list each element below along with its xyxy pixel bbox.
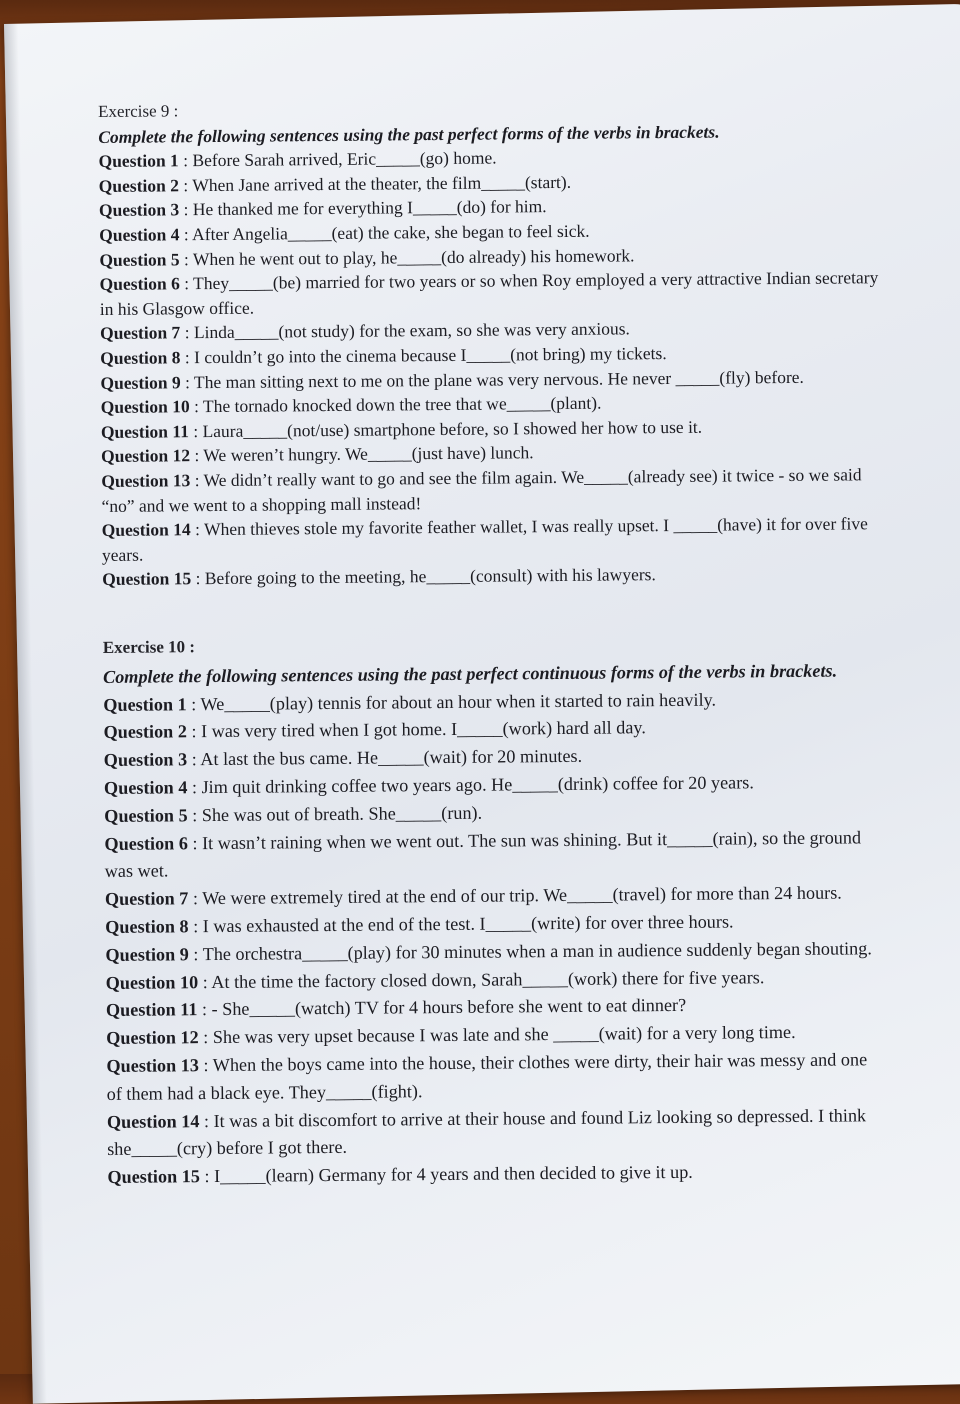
question-text-before: We were extremely tired at the end of our trip. We bbox=[202, 885, 568, 909]
exercise-title: Exercise 10 : bbox=[102, 637, 196, 657]
answer-blank[interactable]: _____ bbox=[224, 693, 270, 714]
answer-blank[interactable]: _____ bbox=[234, 321, 279, 343]
question-label: Question 2 bbox=[98, 175, 180, 196]
question-label: Question 8 bbox=[100, 347, 181, 368]
question-separator: : bbox=[188, 916, 203, 937]
question-label: Question 13 bbox=[101, 470, 191, 491]
answer-blank[interactable]: _____ bbox=[481, 172, 525, 193]
answer-blank[interactable]: _____ bbox=[506, 393, 551, 414]
question-text-before: When the boys came into the house, their clothes were dirty, their hair was messy and one of them had a black eye. They bbox=[106, 1049, 868, 1104]
question-text-after: (not study) for the exam, so she was very anxious. bbox=[278, 318, 630, 342]
question-item bbox=[107, 1102, 887, 1164]
question-separator: : bbox=[180, 371, 195, 392]
question-text-before: When he went out to play, he bbox=[192, 246, 398, 269]
answer-blank[interactable]: _____ bbox=[243, 420, 288, 441]
question-text-before: I was very tired when I got home. I bbox=[200, 719, 458, 742]
question-separator: : bbox=[186, 721, 202, 742]
question-text-before: At last the bus came. He bbox=[200, 747, 379, 770]
question-text-after: (go) home. bbox=[419, 147, 497, 169]
question-label: Question 10 bbox=[100, 396, 190, 418]
exercise-9 bbox=[98, 93, 882, 592]
question-text-after: (travel) for more than 24 hours. bbox=[612, 882, 842, 905]
question-label: Question 2 bbox=[103, 721, 187, 743]
question-separator: : bbox=[179, 199, 193, 220]
question-text-before: It was a bit discomfort to arrive at their house and found Liz looking so depressed. I think she bbox=[107, 1104, 867, 1160]
question-text-before: She was very upset because I was late and she bbox=[212, 1024, 554, 1048]
question-label: Question 14 bbox=[101, 519, 191, 541]
question-separator: : bbox=[187, 777, 202, 798]
answer-blank[interactable]: _____ bbox=[666, 828, 713, 849]
question-label: Question 9 bbox=[100, 371, 181, 393]
question-list bbox=[98, 142, 882, 591]
question-text-after: (write) for over three hours. bbox=[530, 911, 734, 934]
question-separator: : bbox=[199, 1110, 214, 1131]
question-text-before: Linda bbox=[193, 322, 235, 343]
question-text-before: At the time the factory closed down, Sarah bbox=[211, 968, 523, 992]
question-text-after: (just have) lunch. bbox=[411, 442, 534, 464]
question-label: Question 5 bbox=[104, 805, 188, 826]
question-text-after: (drink) coffee for 20 years. bbox=[557, 772, 754, 795]
question-separator: : bbox=[187, 749, 201, 770]
question-label: Question 14 bbox=[106, 1110, 200, 1132]
question-separator: : bbox=[198, 971, 212, 992]
answer-blank[interactable]: _____ bbox=[457, 718, 503, 740]
question-label: Question 11 bbox=[105, 999, 198, 1021]
question-text-before: She was out of breath. She bbox=[201, 803, 396, 825]
question-separator: : bbox=[179, 273, 194, 294]
answer-blank[interactable]: _____ bbox=[367, 443, 412, 464]
answer-blank[interactable]: _____ bbox=[485, 913, 532, 934]
question-separator: : bbox=[179, 248, 194, 269]
question-separator: : bbox=[180, 347, 195, 368]
question-separator: : bbox=[178, 174, 193, 196]
question-text-after: (have) it for over five years. bbox=[101, 513, 868, 565]
question-text-before: After Angelia bbox=[191, 223, 288, 245]
question-label: Question 4 bbox=[99, 224, 180, 245]
question-text-after: (wait) for 20 minutes. bbox=[423, 746, 583, 768]
answer-blank[interactable]: _____ bbox=[249, 998, 296, 1020]
question-separator: : bbox=[198, 1055, 213, 1076]
question-text-after: (fly) before. bbox=[719, 366, 804, 388]
answer-blank[interactable]: _____ bbox=[375, 148, 420, 169]
question-separator: : bbox=[180, 322, 194, 343]
question-separator: : bbox=[178, 150, 193, 171]
answer-blank[interactable]: _____ bbox=[466, 344, 511, 365]
question-separator: : bbox=[197, 999, 212, 1020]
question-text-after: (fight). bbox=[371, 1081, 423, 1102]
question-text-before: Jim quit drinking coffee two years ago. He bbox=[201, 774, 513, 798]
question-label: Question 1 bbox=[103, 693, 187, 715]
question-text-before: The tornado knocked down the tree that we bbox=[202, 393, 507, 417]
question-label: Question 6 bbox=[104, 832, 188, 854]
question-item bbox=[100, 265, 880, 321]
question-label: Question 12 bbox=[106, 1027, 199, 1049]
answer-blank[interactable]: _____ bbox=[395, 802, 442, 824]
question-separator: : bbox=[187, 832, 203, 853]
worksheet-content bbox=[98, 93, 887, 1192]
question-text-after: (consult) with his lawyers. bbox=[470, 564, 656, 587]
question-text-after: (not/use) smartphone before, so I showed her how to use it. bbox=[287, 416, 703, 441]
question-text-before: - She bbox=[211, 999, 250, 1020]
question-text-before: We weren’t hungry. We bbox=[203, 443, 368, 466]
question-separator: : bbox=[186, 693, 201, 714]
question-text-before: Before going to the meeting, he bbox=[204, 566, 427, 589]
answer-blank[interactable]: _____ bbox=[426, 566, 471, 587]
question-separator: : bbox=[198, 1027, 213, 1048]
question-separator: : bbox=[199, 1166, 215, 1187]
question-text-after: (do) for him. bbox=[456, 196, 547, 218]
question-label: Question 1 bbox=[98, 150, 179, 172]
exercise-title: Exercise 9 : bbox=[98, 101, 179, 121]
question-separator: : bbox=[190, 519, 205, 540]
question-text-before: He thanked me for everything I bbox=[192, 197, 414, 220]
question-text-after: (run). bbox=[441, 802, 483, 823]
question-separator: : bbox=[188, 943, 203, 965]
question-label: Question 7 bbox=[104, 888, 189, 910]
answer-blank[interactable]: _____ bbox=[377, 747, 424, 768]
question-text-after: (not bring) my tickets. bbox=[510, 342, 667, 365]
question-item bbox=[101, 462, 881, 518]
question-separator: : bbox=[187, 804, 202, 826]
question-text-after: (start). bbox=[524, 171, 572, 193]
question-text-after: (cry) before I got there. bbox=[176, 1137, 348, 1159]
question-text-before: I was exhausted at the end of the test. I bbox=[202, 913, 486, 937]
question-label: Question 6 bbox=[99, 273, 180, 295]
question-text-after: (play) for 30 minutes when a man in audience suddenly began shouting. bbox=[347, 938, 872, 963]
question-label: Question 13 bbox=[106, 1055, 199, 1076]
question-text-before: The orchestra bbox=[202, 943, 303, 964]
question-separator: : bbox=[179, 224, 193, 245]
question-text-before: They bbox=[193, 273, 230, 294]
answer-blank[interactable]: _____ bbox=[287, 222, 332, 244]
answer-blank[interactable]: _____ bbox=[229, 272, 273, 294]
question-text-before: Laura bbox=[202, 420, 244, 441]
question-separator: : bbox=[188, 888, 203, 909]
question-text-before: We didn’t really want to go and see the film again. We bbox=[203, 466, 585, 490]
question-label: Question 3 bbox=[98, 199, 180, 221]
question-separator: : bbox=[189, 396, 204, 417]
answer-blank[interactable]: _____ bbox=[131, 1138, 177, 1160]
question-text-before: The man sitting next to me on the plane was very nervous. He never bbox=[193, 367, 676, 392]
answer-blank[interactable]: _____ bbox=[512, 774, 558, 795]
answer-blank[interactable]: _____ bbox=[675, 367, 720, 388]
question-text-before: We bbox=[200, 693, 225, 714]
question-text-after: (rain), so the ground was wet. bbox=[104, 827, 862, 882]
question-text-after: (work) there for five years. bbox=[567, 966, 765, 989]
question-text-before: When thieves stole my favorite feather wallet, I was really upset. I bbox=[203, 515, 674, 540]
question-label: Question 15 bbox=[107, 1166, 200, 1188]
question-label: Question 8 bbox=[105, 916, 189, 938]
question-text-after: (learn) Germany for 4 years and then decided to give it up. bbox=[265, 1162, 693, 1186]
answer-blank[interactable]: _____ bbox=[302, 942, 348, 964]
question-label: Question 7 bbox=[99, 322, 181, 344]
question-text-before: Before Sarah arrived, Eric bbox=[192, 148, 377, 171]
question-text-after: (already see) it twice - so we said “no” and we went to a shopping mall instead! bbox=[101, 464, 862, 516]
exercise-instruction: Complete the following sentences using the past perfect continuous forms of the verbs in brackets. bbox=[102, 660, 838, 687]
question-item bbox=[102, 511, 882, 567]
answer-blank[interactable]: _____ bbox=[673, 514, 718, 536]
question-label: Question 4 bbox=[103, 777, 188, 799]
question-text-before: I bbox=[213, 1166, 221, 1187]
exercise-10 bbox=[103, 627, 888, 1192]
question-item bbox=[106, 1046, 886, 1108]
question-text-after: (wait) for a very long time. bbox=[598, 1022, 796, 1044]
question-text-before: It wasn’t raining when we went out. The sun was shining. But it bbox=[201, 828, 668, 853]
question-separator: : bbox=[191, 568, 205, 589]
paper-fold-shadow bbox=[4, 24, 47, 1404]
question-label: Question 15 bbox=[102, 568, 192, 590]
answer-blank[interactable]: _____ bbox=[522, 968, 568, 989]
question-text-after: (work) hard all day. bbox=[502, 717, 646, 739]
answer-blank[interactable]: _____ bbox=[219, 1165, 266, 1187]
question-text-after: (play) tennis for about an hour when it started to rain heavily. bbox=[269, 689, 717, 714]
answer-blank[interactable]: _____ bbox=[566, 884, 613, 906]
question-label: Question 11 bbox=[100, 420, 189, 442]
question-separator: : bbox=[188, 420, 203, 441]
question-separator: : bbox=[190, 469, 204, 491]
answer-blank[interactable]: _____ bbox=[325, 1081, 372, 1102]
answer-blank[interactable]: _____ bbox=[553, 1023, 599, 1045]
exercise-instruction: Complete the following sentences using the past perfect forms of the verbs in brackets. bbox=[98, 121, 720, 147]
question-item bbox=[104, 824, 884, 886]
question-text-after: (plant). bbox=[550, 392, 602, 414]
question-label: Question 3 bbox=[103, 749, 188, 771]
question-text-after: (do already) his homework. bbox=[441, 244, 635, 267]
question-list bbox=[103, 685, 887, 1192]
question-label: Question 5 bbox=[99, 248, 180, 270]
question-label: Question 12 bbox=[101, 445, 191, 467]
question-separator: : bbox=[190, 445, 204, 466]
question-text-after: (eat) the cake, she began to feel sick. bbox=[331, 220, 590, 243]
question-label: Question 9 bbox=[105, 944, 189, 965]
question-text-after: (watch) TV for 4 hours before she went to eat dinner? bbox=[294, 995, 687, 1019]
answer-blank[interactable]: _____ bbox=[583, 466, 628, 487]
question-text-after: (be) married for two years or so when Roy employed a very attractive Indian secretary in his Glasgow office. bbox=[99, 267, 879, 319]
answer-blank[interactable]: _____ bbox=[412, 197, 457, 218]
question-label: Question 10 bbox=[105, 971, 199, 993]
question-text-before: I couldn’t go into the cinema because I bbox=[194, 344, 467, 368]
answer-blank[interactable]: _____ bbox=[397, 246, 442, 267]
question-text-before: When Jane arrived at the theater, the film bbox=[192, 172, 482, 195]
